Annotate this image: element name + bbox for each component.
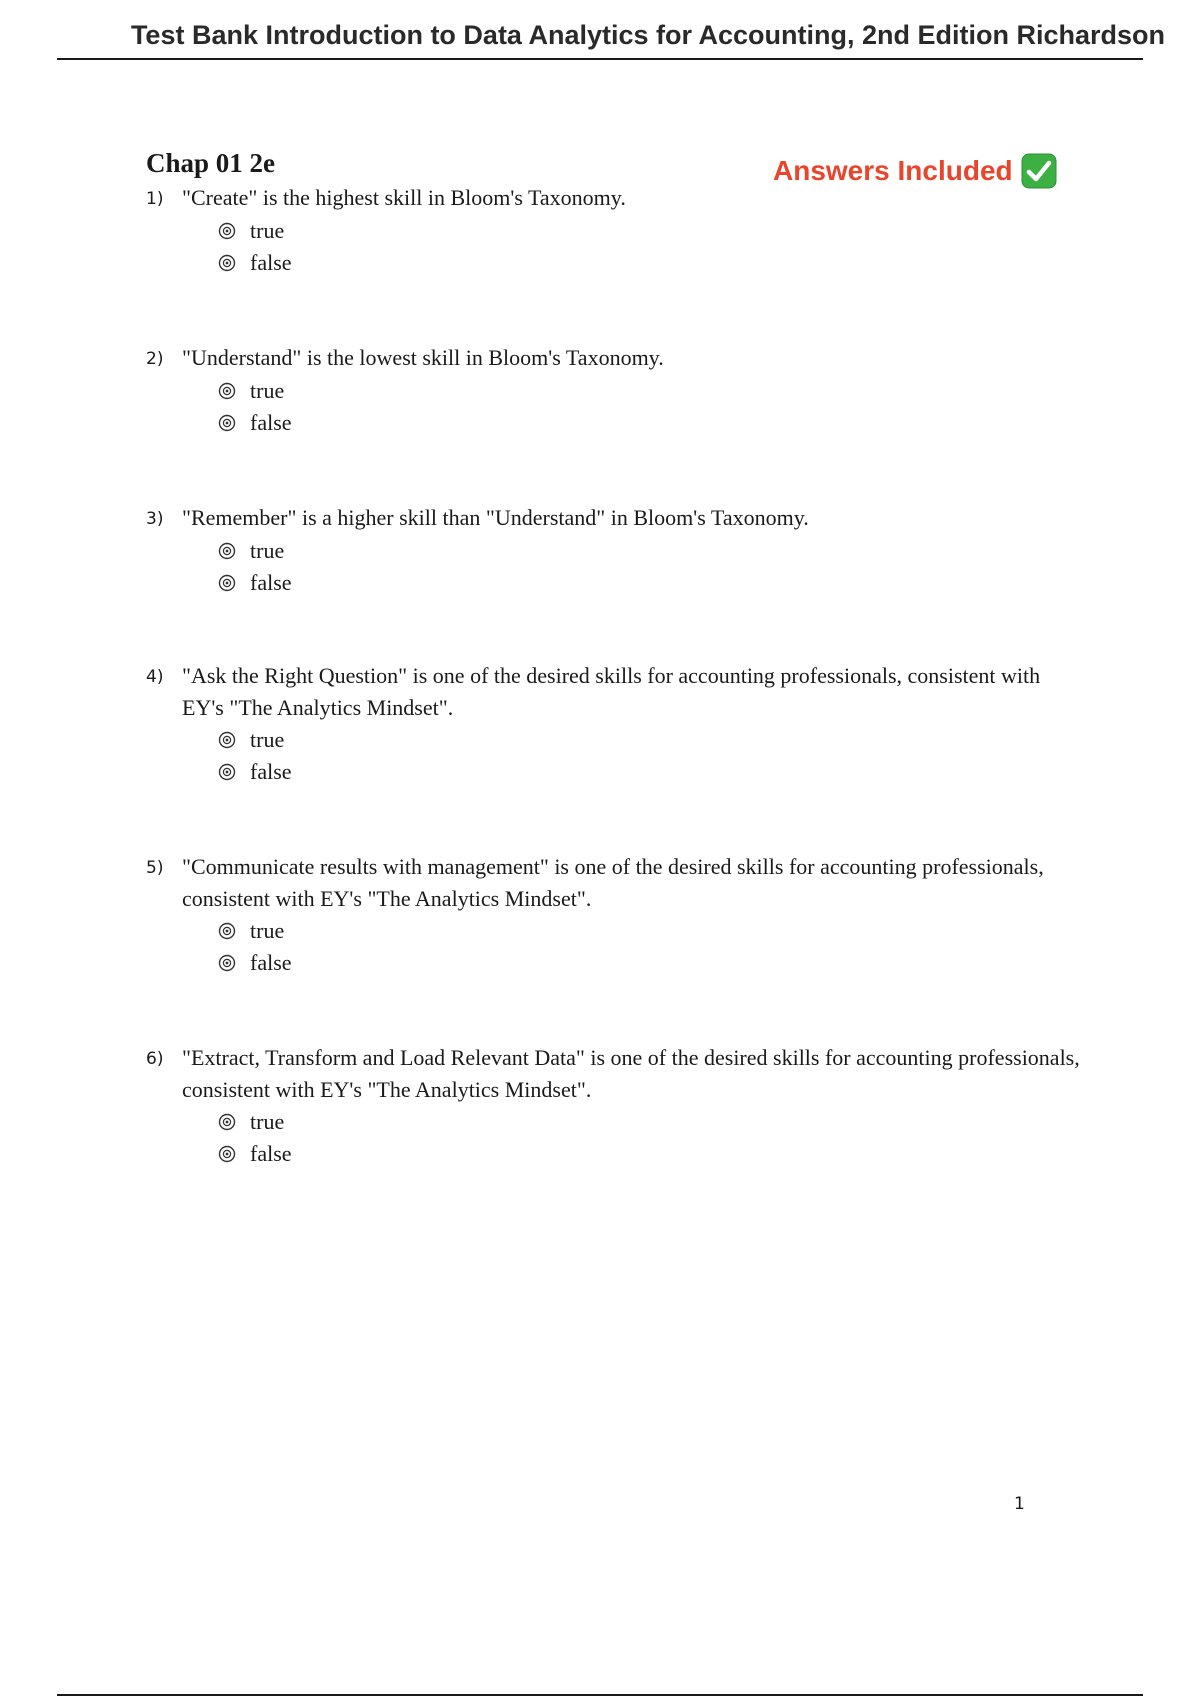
option-label: true — [250, 538, 285, 563]
option-label: true — [250, 218, 285, 243]
answers-included-label: Answers Included — [773, 155, 1013, 186]
question-4 — [146, 660, 1086, 788]
radio-icon — [218, 1145, 236, 1163]
option-true[interactable] — [218, 724, 1086, 756]
question-number: 5) — [146, 858, 164, 878]
answer-options — [218, 375, 1086, 439]
answer-options — [218, 535, 1086, 599]
question-1 — [146, 182, 1086, 279]
answer-options — [218, 724, 1086, 788]
radio-icon — [218, 763, 236, 781]
radio-icon — [218, 922, 236, 940]
question-text: "Extract, Transform and Load Relevant Data" is one of the desired skills for accounting professionals, consistent with EY's "The Analytics Mindset". — [182, 1045, 1080, 1102]
document-title: Test Bank Introduction to Data Analytics for Accounting, 2nd Edition Richardson — [130, 20, 1165, 50]
option-label: false — [250, 570, 292, 595]
option-false[interactable] — [218, 756, 1086, 788]
question-text: "Understand" is the lowest skill in Bloom's Taxonomy. — [182, 345, 664, 370]
option-false[interactable] — [218, 947, 1086, 979]
option-label: true — [250, 727, 285, 752]
option-label: false — [250, 410, 292, 435]
radio-icon — [218, 542, 236, 560]
option-true[interactable] — [218, 1106, 1086, 1138]
question-text: "Communicate results with management" is one of the desired skills for accounting professionals, consistent with EY's "The Analytics Mindset". — [182, 854, 1044, 911]
radio-icon — [218, 954, 236, 972]
question-2 — [146, 342, 1086, 439]
radio-icon — [218, 731, 236, 749]
option-label: true — [250, 918, 285, 943]
option-false[interactable] — [218, 1138, 1086, 1170]
radio-icon — [218, 222, 236, 240]
option-label: false — [250, 1141, 292, 1166]
radio-icon — [218, 382, 236, 400]
question-number: 4) — [146, 667, 164, 687]
option-true[interactable] — [218, 375, 1086, 407]
answer-options — [218, 915, 1086, 979]
question-number: 1) — [146, 189, 164, 209]
question-text: "Remember" is a higher skill than "Understand" in Bloom's Taxonomy. — [182, 505, 809, 530]
question-number: 6) — [146, 1049, 164, 1069]
question-6 — [146, 1042, 1086, 1170]
answer-options — [218, 215, 1086, 279]
radio-icon — [218, 1113, 236, 1131]
option-label: true — [250, 1109, 285, 1134]
radio-icon — [218, 414, 236, 432]
option-true[interactable] — [218, 915, 1086, 947]
question-3 — [146, 502, 1086, 599]
question-5 — [146, 851, 1086, 979]
page-footer-rule — [57, 1694, 1143, 1696]
option-label: false — [250, 950, 292, 975]
page-number: 1 — [1014, 1494, 1025, 1514]
radio-icon — [218, 574, 236, 592]
radio-icon — [218, 254, 236, 272]
option-true[interactable] — [218, 535, 1086, 567]
option-false[interactable] — [218, 247, 1086, 279]
question-number: 3) — [146, 509, 164, 529]
option-label: false — [250, 759, 292, 784]
option-false[interactable] — [218, 567, 1086, 599]
question-text: "Create" is the highest skill in Bloom's Taxonomy. — [182, 185, 626, 210]
page-header — [57, 18, 1165, 60]
question-text: "Ask the Right Question" is one of the desired skills for accounting professionals, consistent with EY's "The Analytics Mindset". — [182, 663, 1041, 720]
chapter-title: Chap 01 2e — [146, 148, 276, 178]
option-false[interactable] — [218, 407, 1086, 439]
answer-options — [218, 1106, 1086, 1170]
option-true[interactable] — [218, 215, 1086, 247]
option-label: true — [250, 378, 285, 403]
option-label: false — [250, 250, 292, 275]
question-number: 2) — [146, 349, 164, 369]
